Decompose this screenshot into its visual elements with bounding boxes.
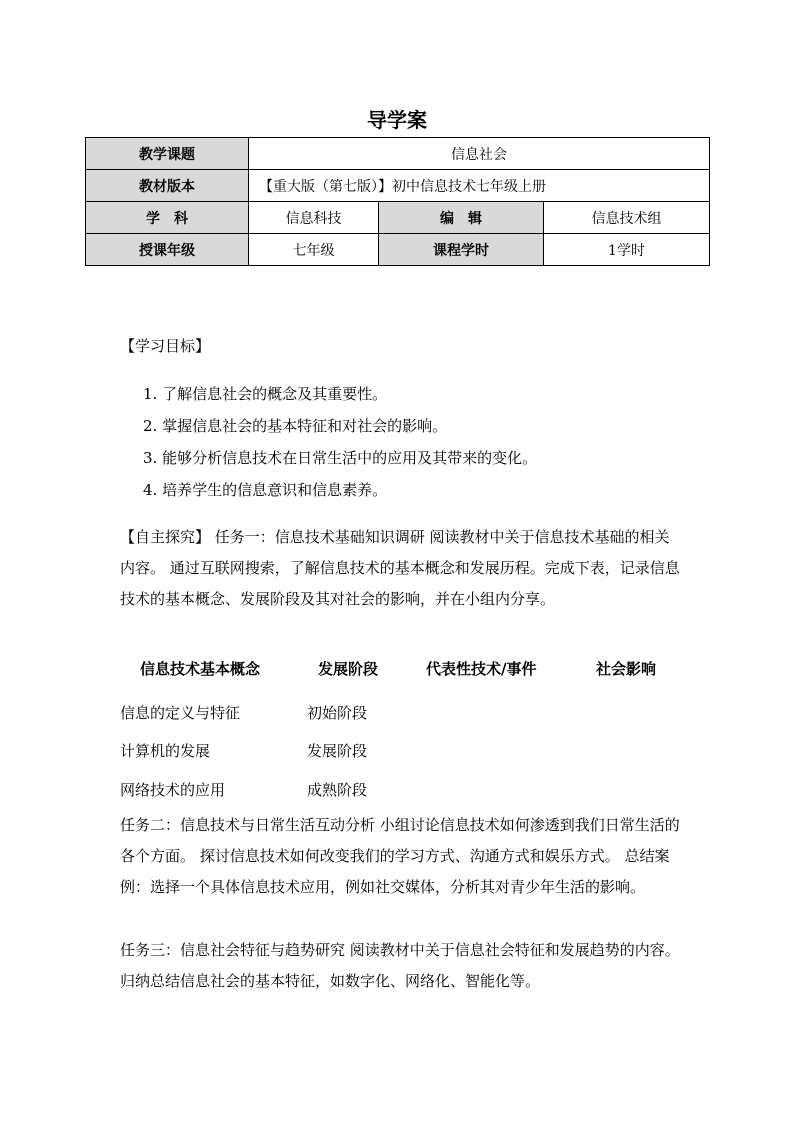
task-table-cell: 信息的定义与特征 xyxy=(120,704,241,722)
objective-item: 2. 掌握信息社会的基本特征和对社会的影响。 xyxy=(143,417,448,435)
table-row xyxy=(86,202,710,234)
objective-item: 3. 能够分析信息技术在日常生活中的应用及其带来的变化。 xyxy=(143,449,538,467)
info-table xyxy=(85,137,710,266)
task3-paragraph: 任务三：信息社会特征与趋势研究 阅读教材中关于信息社会特征和发展趋势的内容。 归纳总结信息社会的基本特征，如数字化、网络化、智能化等。 xyxy=(120,941,680,990)
objective-item: 1. 了解信息社会的概念及其重要性。 xyxy=(143,385,388,403)
task-table-header: 信息技术基本概念 xyxy=(140,660,261,678)
grade-label: 授课年级 xyxy=(86,234,249,266)
topic-label: 教学课题 xyxy=(86,138,249,170)
edition-value: 【重大版（第七版）】初中信息技术七年级上册 xyxy=(249,170,710,202)
hours-value: 1学时 xyxy=(544,234,710,266)
task-table-cell: 计算机的发展 xyxy=(120,742,211,760)
editor-label: 编 辑 xyxy=(379,202,544,234)
task-table-cell: 网络技术的应用 xyxy=(120,781,226,799)
task-table-cell: 初始阶段 xyxy=(307,704,368,722)
task-table-cell: 成熟阶段 xyxy=(307,781,368,799)
hours-label: 课程学时 xyxy=(379,234,544,266)
task-table-header: 社会影响 xyxy=(596,660,657,678)
table-row xyxy=(86,138,710,170)
task-table-header: 发展阶段 xyxy=(318,660,379,678)
table-row xyxy=(86,170,710,202)
page-title: 导学案 xyxy=(367,108,427,132)
edition-label: 教材版本 xyxy=(86,170,249,202)
explore-paragraph: 【自主探究】 任务一：信息技术基础知识调研 阅读教材中关于信息技术基础的相关内容。 通过互联网搜索，了解信息技术的基本概念和发展历程。完成下表，记录信息技术的基本概念、发展阶段及其对社会的影响，并在小组内分享。 xyxy=(120,528,680,608)
table-row xyxy=(86,234,710,266)
objective-item: 4. 培养学生的信息意识和信息素养。 xyxy=(143,481,388,499)
subject-label: 学 科 xyxy=(86,202,249,234)
task-table-header: 代表性技术/事件 xyxy=(426,660,537,678)
grade-value: 七年级 xyxy=(249,234,379,266)
task-table-cell: 发展阶段 xyxy=(307,742,368,760)
objectives-heading: 【学习目标】 xyxy=(120,337,211,355)
task2-paragraph: 任务二：信息技术与日常生活互动分析 小组讨论信息技术如何渗透到我们日常生活的各个方面。 探讨信息技术如何改变我们的学习方式、沟通方式和娱乐方式。 总结案例：选择一个具体信息技术应用，例如社交媒体，分析其对青少年生活的影响。 xyxy=(120,816,680,896)
editor-value: 信息技术组 xyxy=(544,202,710,234)
topic-value: 信息社会 xyxy=(249,138,710,170)
subject-value: 信息科技 xyxy=(249,202,379,234)
